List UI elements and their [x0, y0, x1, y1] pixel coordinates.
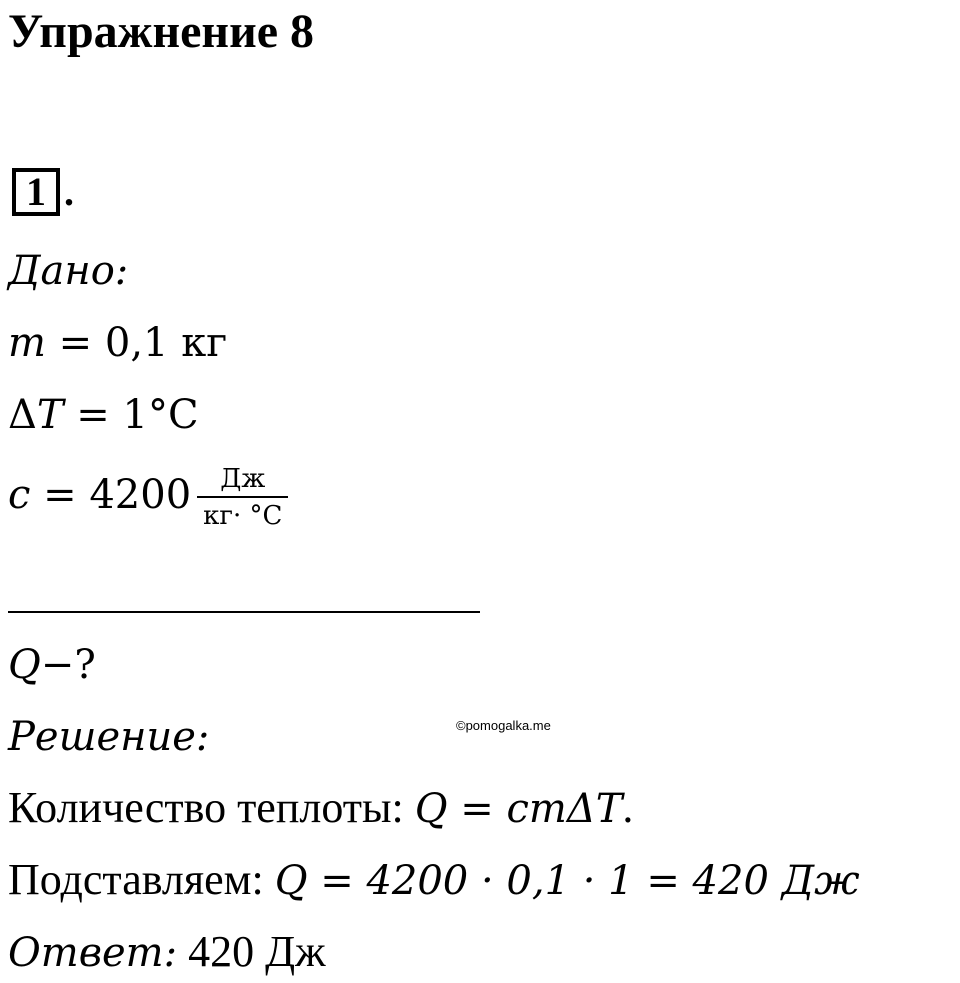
substitution-formula: Q = 4200 · 0,1 · 1 = 420 Дж [274, 858, 860, 904]
given-heat-capacity [8, 462, 288, 534]
watermark: ©pomogalka.me [456, 718, 551, 733]
solution-line-1 [8, 782, 633, 835]
fraction-numerator: Дж [197, 462, 288, 498]
given-temperature-change [8, 390, 199, 440]
answer-value: 420 Дж [177, 927, 326, 976]
find-symbol: Q [8, 642, 41, 688]
temperature-symbol: T [36, 392, 64, 438]
solution-line-1-text: Количество теплоты: [8, 783, 415, 832]
mass-value: = 0,1 кг [45, 320, 228, 366]
solution-line-1-end: . [622, 783, 634, 832]
find-quantity [8, 640, 96, 690]
page-title: Упражнение 8 [8, 5, 315, 58]
given-divider [8, 611, 480, 613]
given-label: Дано: [8, 248, 129, 294]
heat-capacity-value: = 4200 [30, 472, 192, 518]
fraction-denominator: кг· °C [203, 501, 283, 531]
answer-line [8, 926, 326, 979]
answer-label: Ответ: [8, 930, 178, 976]
problem-number: 1 [12, 168, 60, 216]
solution-label: Решение: [8, 714, 210, 760]
find-question: −? [40, 642, 96, 688]
heat-capacity-symbol: c [8, 472, 31, 518]
solution-line-2 [8, 854, 860, 907]
delta-symbol: Δ [8, 392, 37, 438]
given-mass [8, 318, 227, 368]
heat-capacity-unit-fraction [197, 462, 288, 534]
heat-formula: Q = cmΔT [414, 786, 623, 832]
temperature-value: = 1°C [63, 392, 199, 438]
problem-number-dot: . [64, 169, 74, 214]
solution-line-2-text: Подставляем: [8, 855, 275, 904]
mass-symbol: m [8, 320, 46, 366]
